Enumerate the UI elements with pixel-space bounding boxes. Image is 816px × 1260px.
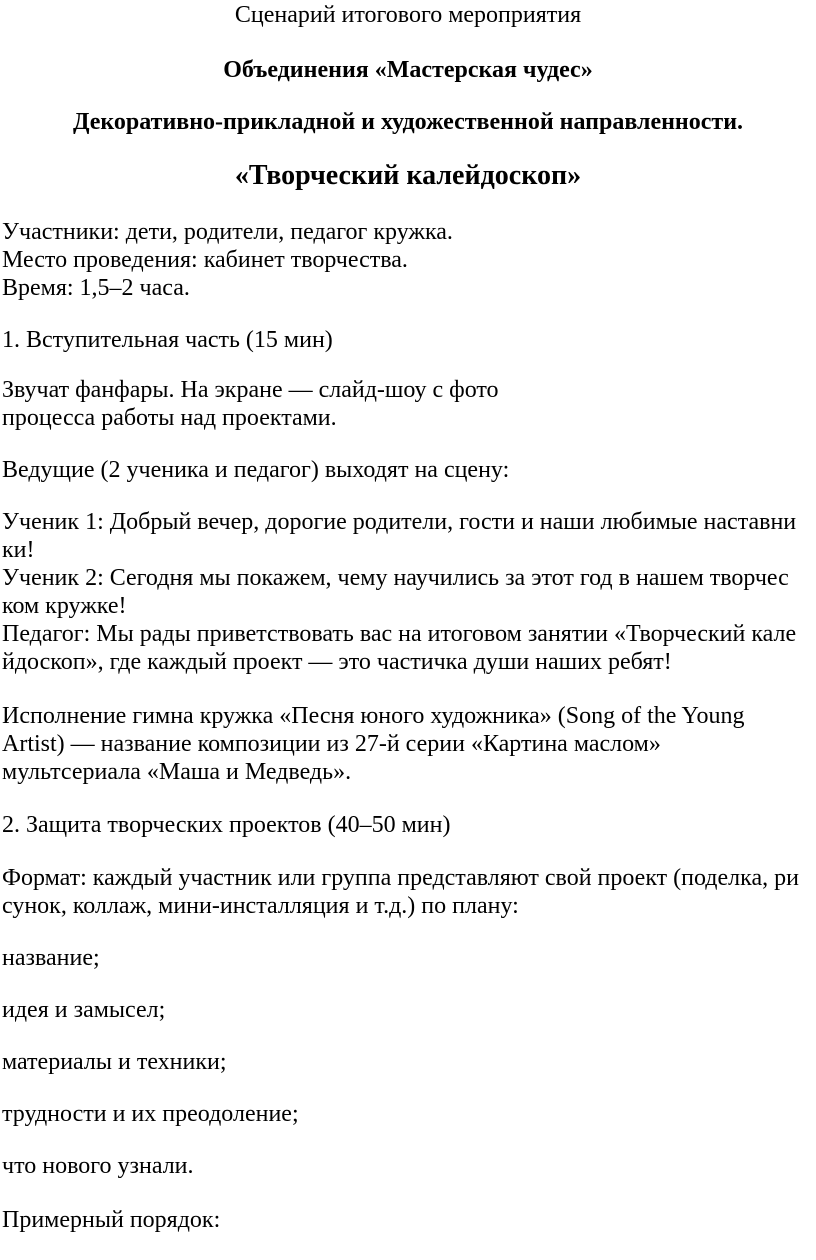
- doc-direction: Декоративно-прикладной и художественной направленности.: [72, 109, 744, 135]
- plan-item: материалы и техники;: [2, 1049, 227, 1075]
- dialogue-line: Ученик 2: Сегодня мы покажем, чему научились за этот год в нашем творчес: [2, 565, 789, 591]
- anthem-line: мультсериала «Маша и Медведь».: [2, 759, 352, 785]
- plan-item: трудности и их преодоление;: [2, 1101, 299, 1127]
- dialogue-line: Ученик 1: Добрый вечер, дорогие родители, гости и наши любимые наставни: [2, 509, 797, 535]
- dialogue-line: Педагог: Мы рады приветствовать вас на итоговом занятии «Творческий кале: [2, 621, 797, 647]
- plan-item: что нового узнали.: [2, 1153, 194, 1179]
- doc-subtitle: Сценарий итогового мероприятия: [234, 2, 582, 28]
- doc-association: Объединения «Мастерская чудес»: [223, 57, 593, 83]
- plan-item: идея и замысел;: [2, 997, 166, 1023]
- plan-item: название;: [2, 945, 100, 971]
- dialogue-line: ки!: [2, 537, 35, 563]
- dialogue-line: ком кружке!: [2, 593, 127, 619]
- paragraph-line: Ведущие (2 ученика и педагог) выходят на сцену:: [2, 457, 510, 483]
- section2-heading: 2. Защита творческих проектов (40–50 мин): [2, 812, 451, 838]
- doc-title: «Творческий калейдоскоп»: [234, 160, 582, 191]
- dialogue-line: йдоскоп», где каждый проект — это частичка души наших ребят!: [2, 649, 672, 675]
- order-heading: Примерный порядок:: [2, 1207, 221, 1233]
- format-line: сунок, коллаж, мини-инсталляция и т.д.) по плану:: [2, 893, 519, 919]
- paragraph-line: процесса работы над проектами.: [2, 405, 337, 431]
- info-place: Место проведения: кабинет творчества.: [2, 247, 408, 273]
- format-line: Формат: каждый участник или группа представляют свой проект (поделка, ри: [2, 865, 799, 891]
- info-participants: Участники: дети, родители, педагог кружка.: [2, 219, 453, 245]
- anthem-line: Исполнение гимна кружка «Песня юного художника» (Song of the Young: [2, 703, 745, 729]
- anthem-line: Artist) — название композиции из 27-й серии «Картина маслом»: [2, 731, 661, 757]
- paragraph-line: Звучат фанфары. На экране — слайд-шоу с фото: [2, 377, 499, 403]
- info-time: Время: 1,5–2 часа.: [2, 275, 190, 301]
- section1-heading: 1. Вступительная часть (15 мин): [2, 327, 333, 353]
